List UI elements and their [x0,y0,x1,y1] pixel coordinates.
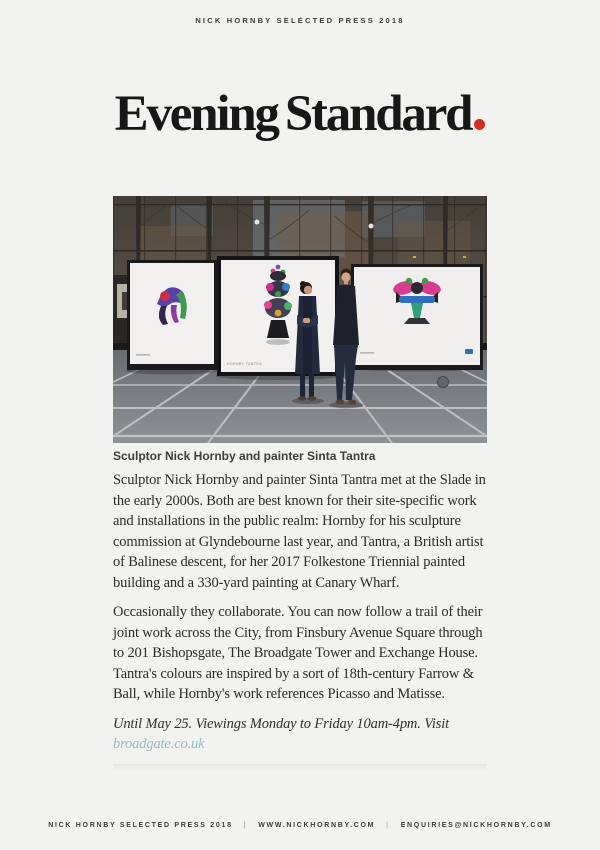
lamp-globe [255,220,260,225]
footer-email-link[interactable]: ENQUIRIES@NICKHORNBY.COM [400,822,552,829]
footer-press-label: NICK HORNBY SELECTED PRESS 2018 [48,822,233,829]
article-end-divider [113,764,487,771]
footer-separator: | [243,822,248,829]
article-body [113,470,487,771]
billboard-left [127,260,217,370]
manhole-cover [438,377,449,388]
photo-caption: Sculptor Nick Hornby and painter Sinta Tantra [113,449,376,463]
billboard-right [351,264,483,370]
viewing-notice-text: Until May 25. Viewings Monday to Friday 10am-4pm. Visit [113,715,449,732]
masthead-word-standard: Standard [284,86,472,142]
footer-website-link[interactable]: WWW.NICKHORNBY.COM [258,822,376,829]
billboard-center [217,256,339,376]
article-paragraph-1: Sculptor Nick Hornby and painter Sinta Tantra met at the Slade in the early 2000s. Both are best known for their site-specific work and installations in the public realm: Hornby for his sculpture commission at Glyndebourne last year, and Tantra, a British artist of Balinese descent, for her 2017 Folkestone Triennial painted building and a 330-yard painting at Canary Wharf. [113,472,486,591]
masthead-red-dot-icon [474,119,485,130]
broadgate-link[interactable]: broadgate.co.uk [113,736,205,752]
footer-separator: | [386,822,390,829]
page-footer [0,822,600,829]
article-photo-scene [113,196,487,443]
viewing-notice [113,714,487,755]
page-header: NICK HORNBY SELECTED PRESS 2018 [195,16,405,25]
article-paragraph-2: Occasionally they collaborate. You can now follow a trail of their joint work across the City, from Finsbury Avenue Square through to 201 Bishopsgate, The Broadgate Tower and Exchange House. Tantra's colours are inspired by a sort of 18th-century Farrow & Ball, while Hornby's work references Picasso and Matisse. [113,604,483,702]
panel-caption-line [136,354,150,356]
panel-label: HORNBY TANTRA [227,362,263,366]
masthead-logo [0,86,600,142]
lamp-globe [369,224,374,229]
masthead-word-evening: Evening [114,86,278,142]
panel-caption-line [360,352,374,354]
article-photo [113,196,487,443]
sponsor-logo [465,349,473,354]
